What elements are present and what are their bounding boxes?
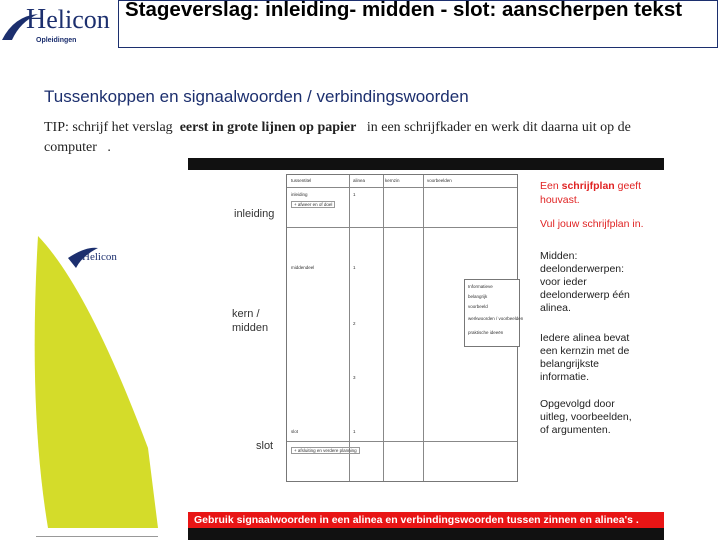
signaalwoorden-bar [188,512,664,528]
popup-line-4: werkwoorden / voorbeelden [468,316,524,321]
schrijfplan-figure [188,158,664,540]
tip-part2: in een schrijfkader en werk dit daarna uit op de computer [44,120,631,155]
tip-part1: TIP: schrijf het verslag [44,120,173,135]
row-inleiding-note: + afweer en of doel [291,201,335,208]
tip-text [44,118,684,158]
grid-header-1: tussentitel [291,178,312,183]
row-inleiding: inleiding [291,192,308,197]
page-title: Stageverslag: inleiding- midden - slot: aanscherpen tekst [125,0,683,21]
row-num-1: 1 [353,192,356,197]
title-box [118,0,718,48]
row-num-2: 1 [353,265,356,270]
popup-line-1: Informatieve [468,284,493,289]
label-kern: kern / [232,308,260,320]
alinea-block: Iedere alinea bevat een kernzin met de belangrijkste informatie. [540,332,630,383]
vul-in-text: Vul jouw schrijfplan in. [540,218,644,230]
figure-bottom-strip [188,528,664,540]
row-middendeel: middendeel [291,265,315,270]
popup-line-2: belangrijk [468,294,488,299]
label-midden: midden [232,322,269,334]
popup-line-3: voorbeeld [468,304,488,309]
midden-block: Midden: deelonderwerpen: voor ieder deelonderwerp één alinea. [540,250,630,314]
popup-note [464,279,524,347]
grid-header-3: kernzin [385,178,400,183]
tip-end: . [107,140,111,155]
divider [36,536,158,537]
row-slot-note: + afsluiting en verdere planning [291,447,360,454]
yellow-swoosh-art [28,228,158,528]
grid-header-4: voorbeelden [427,178,452,183]
row-slot: slot [291,429,299,434]
logo-tagline: Opleidingen [36,37,77,44]
figure-top-bar [188,158,664,170]
mini-logo-text: Helicon [82,251,117,263]
section-subheading: Tussenkoppen en signaalwoorden / verbindingswoorden [44,87,469,106]
label-slot: slot [256,440,274,452]
houvast-text: houvast. [540,194,580,206]
schrijfplan-intro: Een schrijfplan geeft [540,180,641,192]
popup-line-5: praktische ideeën [468,330,504,335]
opgevolgd-block: Opgevolgd door uitleg, voorbeelden, of argumenten. [540,398,632,436]
logo-wordmark: Helicon [26,4,110,35]
row-num-5: 1 [353,429,356,434]
grid-header-2: alinea [353,178,366,183]
signaalwoorden-text: Gebruik signaalwoorden in een alinea en verbindingswoorden tussen zinnen en alinea's . [194,514,639,526]
row-num-4: 3 [353,375,356,380]
helicon-logo [0,0,118,50]
label-inleiding: inleiding [234,208,275,220]
row-num-3: 2 [353,321,356,326]
tip-bold: eerst in grote lijnen op papier [179,120,357,135]
